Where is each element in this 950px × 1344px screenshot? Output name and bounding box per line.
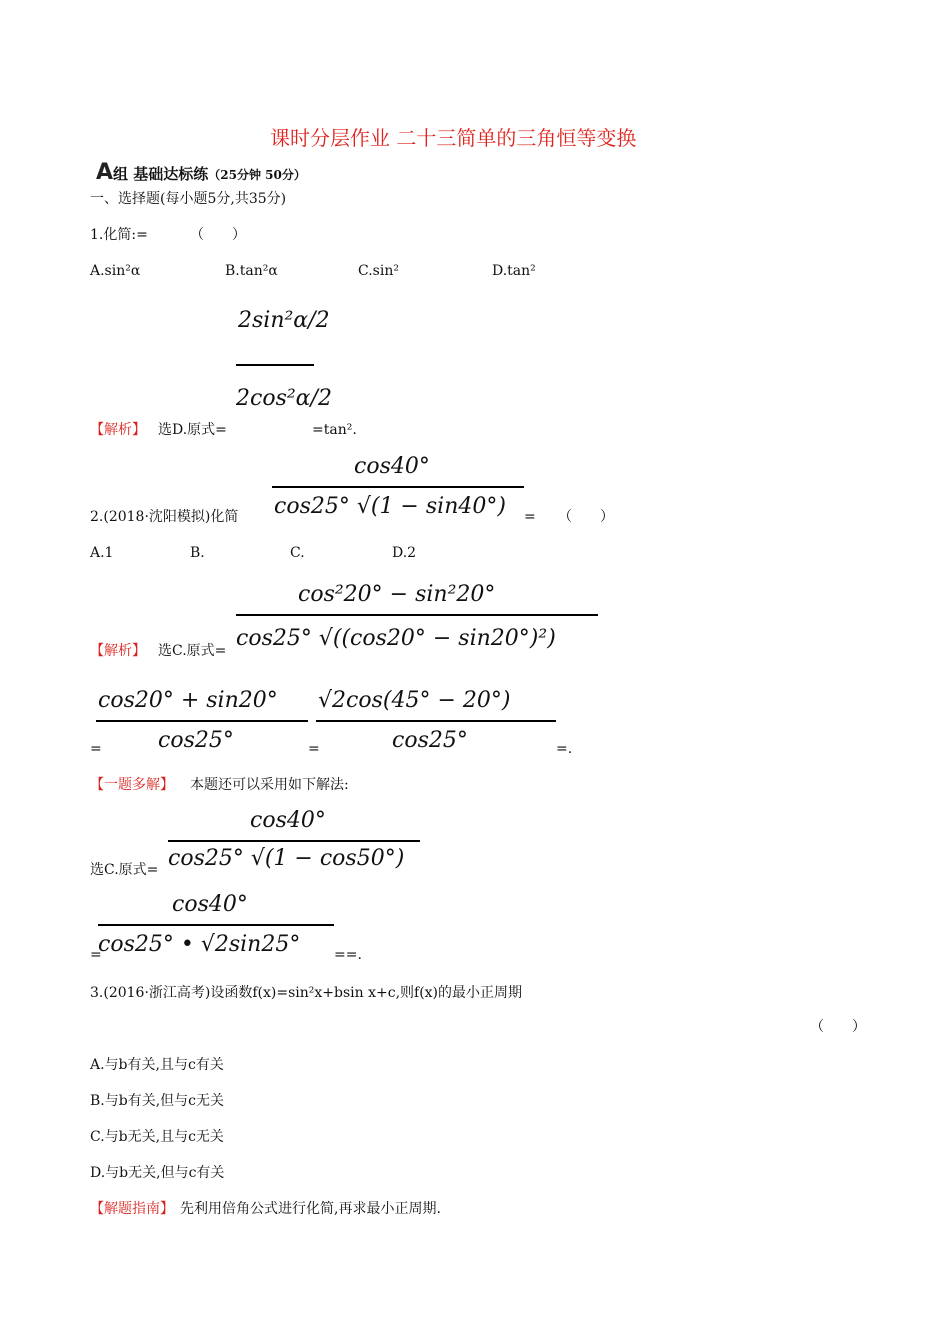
section-badge xyxy=(96,160,306,185)
q2-step3-tail: =. xyxy=(556,741,573,757)
q1-answer-tail: =tan². xyxy=(312,422,357,438)
q2-step3-numerator: √2cos(45° − 20°) xyxy=(318,688,511,713)
q2-alt2-equals: = xyxy=(90,947,102,963)
q2-alt2-bar xyxy=(98,924,334,926)
q1-option-d: D.tan² xyxy=(492,263,536,279)
part-heading: 一、选择题(每小题5分,共35分) xyxy=(90,191,287,207)
section-letter: A xyxy=(96,160,114,185)
q2-step3-bar xyxy=(316,720,556,722)
q1-option-a: A.sin²α xyxy=(90,263,141,279)
q3-option-b: B.与b有关,但与c无关 xyxy=(90,1093,224,1109)
q2-alt1-denominator: cos25° √(1 − cos50°) xyxy=(168,846,405,871)
q2-step3-denominator: cos25° xyxy=(392,728,468,753)
q3-bracket: （ ） xyxy=(810,1019,866,1035)
q2-alt-text: 本题还可以采用如下解法: xyxy=(190,777,349,793)
q2-step2-bar xyxy=(96,720,308,722)
q1-option-c: C.sin² xyxy=(358,263,399,279)
q1-bracket: （ ） xyxy=(190,227,246,243)
q2-alt2-denominator: cos25° • √2sin25° xyxy=(98,932,301,957)
page-title: 课时分层作业 二十三简单的三角恒等变换 xyxy=(270,126,637,150)
q1-option-b: B.tan²α xyxy=(225,263,278,279)
q2-alt1-bar xyxy=(168,840,420,842)
q1-fraction-bar xyxy=(236,364,314,366)
q2-step2-numerator: cos20° + sin20° xyxy=(98,688,278,713)
section-meta: （25分钟 50分） xyxy=(208,168,306,182)
q2-fraction-numerator: cos40° xyxy=(354,454,430,479)
q2-solution-denominator: cos25° √((cos20° − sin20°)²) xyxy=(236,626,556,651)
q3-hint-text: 先利用倍角公式进行化简,再求最小正周期. xyxy=(180,1201,441,1217)
q2-answer-text: 选C.原式= xyxy=(158,643,227,659)
q2-option-b: B. xyxy=(190,545,205,561)
q2-alt1-numerator: cos40° xyxy=(250,808,326,833)
q1-answer-tag: 【解析】 xyxy=(90,422,146,438)
q2-step2-denominator: cos25° xyxy=(158,728,234,753)
q2-alt-tag: 【一题多解】 xyxy=(90,777,174,793)
q2-option-d: D.2 xyxy=(392,545,417,561)
q2-alt2-tail: ==. xyxy=(334,947,362,963)
q2-equals: = xyxy=(524,509,536,525)
q2-bracket: （ ） xyxy=(558,509,614,525)
q3-option-d: D.与b无关,但与c有关 xyxy=(90,1165,225,1181)
q2-alt2-numerator: cos40° xyxy=(172,892,248,917)
q2-alt-answer: 选C.原式= xyxy=(90,862,159,878)
section-label: 组 基础达标练 xyxy=(113,165,209,183)
q3-option-c: C.与b无关,且与c无关 xyxy=(90,1129,224,1145)
q2-answer-tag: 【解析】 xyxy=(90,643,146,659)
q2-step3-equals: = xyxy=(308,741,320,757)
q2-solution-numerator: cos²20° − sin²20° xyxy=(298,582,496,607)
q3-option-a: A.与b有关,且与c有关 xyxy=(90,1057,224,1073)
q2-step2-equals: = xyxy=(90,741,102,757)
q1-fraction-numerator: 2sin²α/2 xyxy=(238,308,330,333)
q3-stem: 3.(2016·浙江高考)设函数f(x)=sin²x+bsin x+c,则f(x)的最小正周期 xyxy=(90,985,523,1001)
q2-stem: 2.(2018·沈阳模拟)化简 xyxy=(90,509,239,525)
q2-fraction-denominator: cos25° √(1 − sin40°) xyxy=(274,494,506,519)
q2-option-a: A.1 xyxy=(90,545,114,561)
q1-fraction-denominator: 2cos²α/2 xyxy=(236,386,332,411)
q2-option-c: C. xyxy=(290,545,305,561)
q2-solution-bar xyxy=(236,614,598,616)
q3-hint-tag: 【解题指南】 xyxy=(90,1201,174,1217)
q1-stem: 1.化简:= xyxy=(90,227,148,243)
q2-fraction-bar xyxy=(272,486,524,488)
q1-answer-text: 选D.原式= xyxy=(158,422,227,438)
